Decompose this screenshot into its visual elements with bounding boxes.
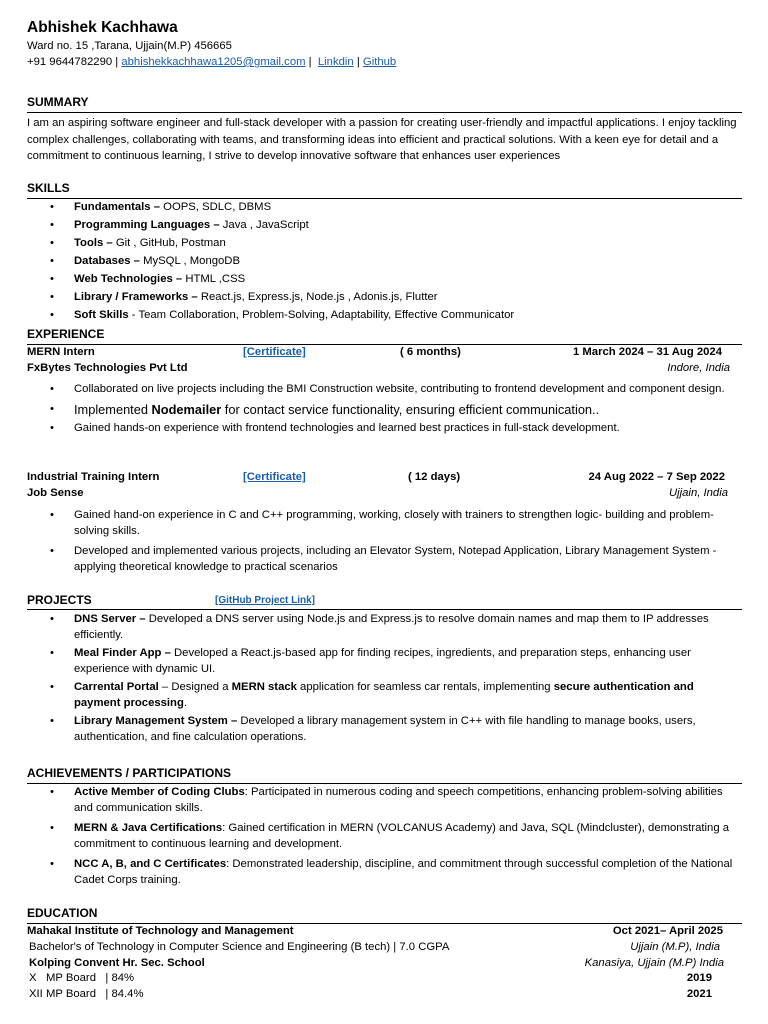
list-item: • Programming Languages – Java , JavaScript (50, 219, 309, 231)
email-link[interactable]: abhishekkachhawa1205@gmail.com (121, 56, 306, 68)
list-item: • Soft Skills - Team Collaboration, Problem-Solving, Adaptability, Effective Communicator (50, 309, 515, 321)
class-xii-year: 2021 (686, 988, 712, 1000)
projects-list (27, 612, 742, 745)
list-item: • Databases – MySQL , MongoDB (50, 255, 240, 267)
class-xii-result: XII MP Board | 84.4% (29, 988, 144, 1000)
list-item: • Gained hands-on experience with frontend technologies and learned best practices in full-stack development. (50, 422, 620, 434)
separator: | (356, 56, 360, 68)
divider (27, 609, 742, 610)
job-location: Ujjain, India (668, 487, 728, 499)
linkedin-link[interactable]: Linkdin (317, 56, 354, 68)
address: Ward no. 15 ,Tarana, Ujjain(M.P) 456665 (27, 40, 232, 52)
divider (27, 923, 742, 924)
list-item: • Library / Frameworks – React.js, Express.js, Node.js , Adonis.js, Flutter (50, 291, 438, 303)
education-heading: EDUCATION (27, 906, 98, 920)
projects-heading: PROJECTS (27, 593, 92, 607)
list-item: • Collaborated on live projects including the BMI Construction website, contributing to frontend development and component design. (50, 383, 725, 395)
company-name: Job Sense (27, 487, 84, 499)
phone: +91 9644782290 | (27, 56, 119, 68)
college-dates: Oct 2021– April 2025 (612, 925, 723, 937)
degree: Bachelor's of Technology in Computer Science and Engineering (B tech) | 7.0 CGPA (29, 941, 450, 953)
college-location: Ujjain (M.P), India (630, 941, 720, 953)
divider (27, 344, 742, 345)
list-item: • Web Technologies – HTML ,CSS (50, 273, 246, 285)
job-bullets (27, 508, 742, 575)
separator: | (305, 56, 312, 68)
contact-line (27, 56, 396, 68)
list-item: • Implemented Nodemailer for contact service functionality, ensuring efficient communication.. (50, 401, 600, 417)
list-item: • NCC A, B, and C Certificates: Demonstrated leadership, discipline, and commitment through successful completion of the National Cadet Corps training. (50, 858, 733, 886)
list-item: • MERN & Java Certifications: Gained certification in MERN (VOLCANUS Academy) and Java, SQL (Mindcluster), demonstrating a commitment to continuous learning and development. (50, 822, 730, 850)
github-project-link[interactable]: [GitHub Project Link] (215, 595, 315, 606)
divider (27, 198, 742, 199)
candidate-name: Abhishek Kachhawa (27, 19, 178, 36)
job-role: MERN Intern (27, 346, 95, 358)
certificate-link[interactable]: [Certificate] (243, 346, 306, 358)
school-location: Kanasiya, Ujjain (M.P) India (584, 957, 724, 969)
list-item: • Gained hand-on experience in C and C++ programming, working, closely with trainers to strengthen logic- building and problem-solving skills. (50, 509, 714, 537)
skills-heading: SKILLS (27, 181, 70, 195)
list-item: • Fundamentals – OOPS, SDLC, DBMS (50, 201, 272, 213)
experience-heading: EXPERIENCE (27, 327, 105, 341)
skills-list (27, 200, 742, 324)
github-link[interactable]: Github (362, 56, 397, 68)
divider (27, 112, 742, 113)
job-dates: 1 March 2024 – 31 Aug 2024 (572, 346, 722, 358)
class-x-result: X MP Board | 84% (29, 972, 135, 984)
class-x-year: 2019 (686, 972, 712, 984)
certificate-link[interactable]: [Certificate] (243, 471, 306, 483)
job-bullets (27, 382, 742, 437)
list-item: • Meal Finder App – Developed a React.js-based app for finding recipes, ingredients, and preparation steps, enhancing user experience with dynamic UI. (50, 647, 691, 675)
achievements-heading: ACHIEVEMENTS / PARTICIPATIONS (27, 766, 232, 780)
job-role: Industrial Training Intern (27, 471, 160, 483)
company-name: FxBytes Technologies Pvt Ltd (27, 362, 188, 374)
list-item: • Developed and implemented various projects, including an Elevator System, Notepad Application, Library Management System -applying theoretical knowledge to practical scenarios (50, 545, 717, 573)
list-item: • Library Management System – Developed a library management system in C++ with file handling to manage books, users, authentication, and fine calculation operations. (50, 715, 696, 743)
list-item: • Active Member of Coding Clubs: Participated in numerous coding and speech competitions, enhancing problem-solving abilities and communication skills. (50, 786, 723, 814)
list-item: • Tools – Git , GitHub, Postman (50, 237, 226, 249)
summary-text: I am an aspiring software engineer and full-stack developer with a passion for creating user-friendly and impactful applications. I enjoy tackling complex challenges, collaborating with teams, and transforming ideas into efficient and practical solutions. With a keen eye for detail and a commitment to continuous learning, I strive to develop innovative software that enhances user experiences (27, 117, 737, 162)
college-name: Mahakal Institute of Technology and Management (27, 925, 294, 937)
divider (27, 783, 742, 784)
job-duration: ( 6 months) (400, 346, 461, 358)
job-location: Indore, India (667, 362, 730, 374)
job-duration: ( 12 days) (408, 471, 461, 483)
achievements-list (27, 785, 742, 888)
job-dates: 24 Aug 2022 – 7 Sep 2022 (588, 471, 725, 483)
school-name: Kolping Convent Hr. Sec. School (29, 957, 205, 969)
list-item: • Carrental Portal – Designed a MERN stack application for seamless car rentals, implementing secure authentication and payment processing. (50, 681, 694, 709)
list-item: • DNS Server – Developed a DNS server using Node.js and Express.js to resolve domain names and map them to IP addresses efficiently. (50, 613, 709, 641)
summary-heading: SUMMARY (27, 95, 89, 109)
